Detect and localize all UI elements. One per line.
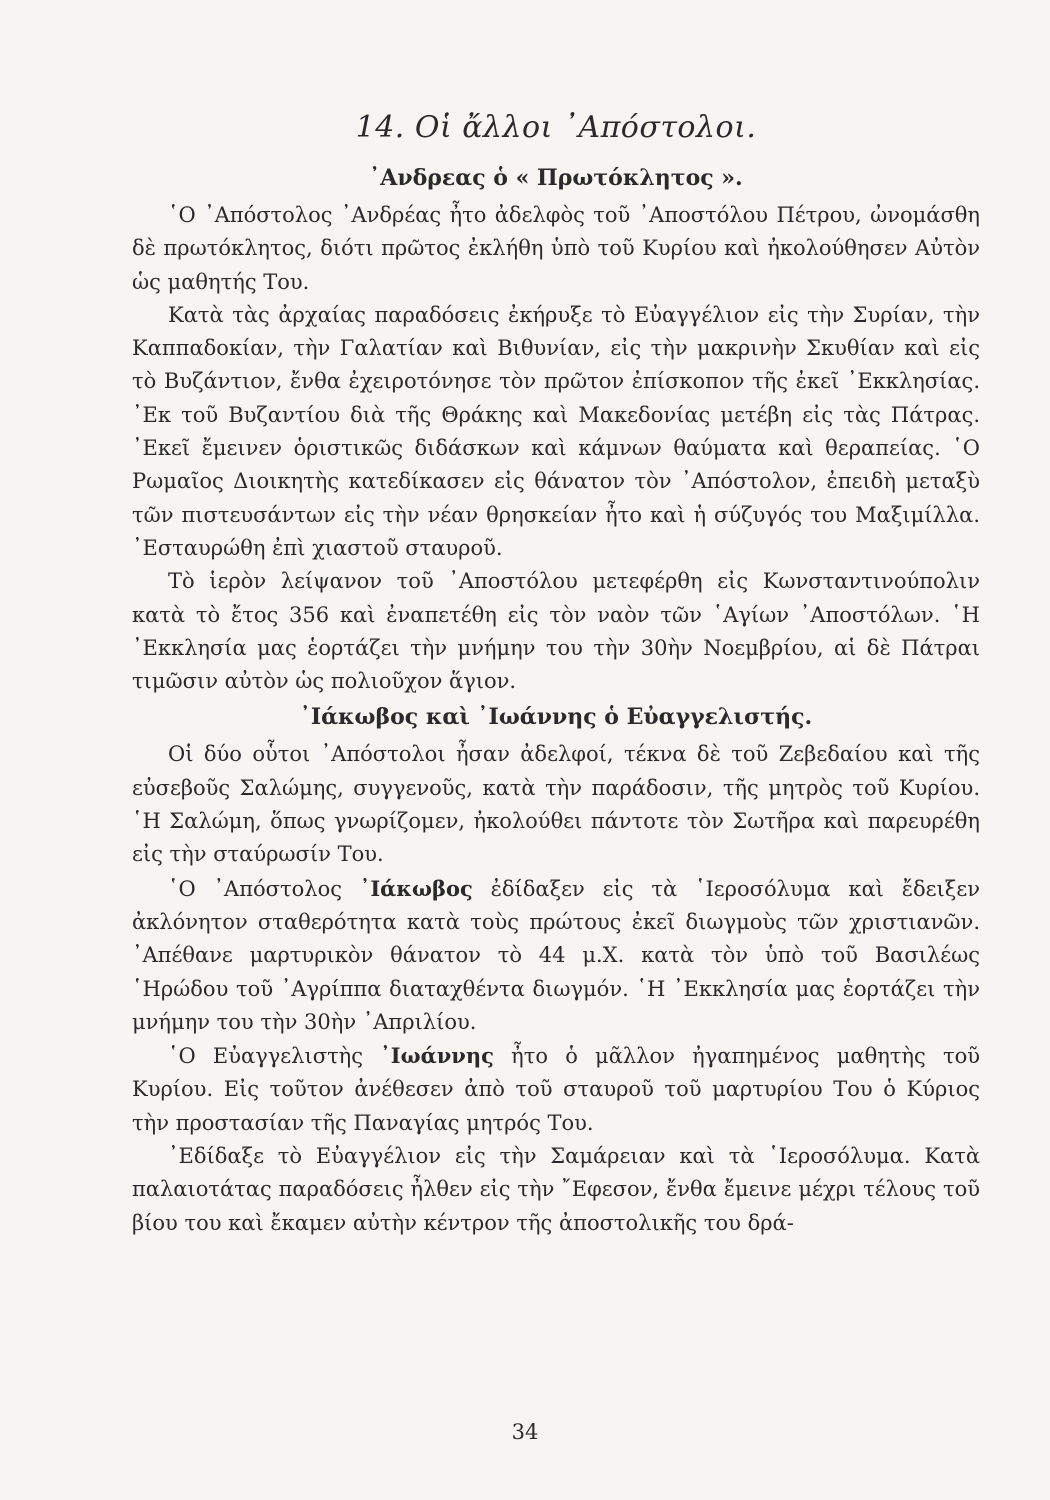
chapter-title: 14. Οἱ ἄλλοι ᾿Απόστολοι.: [355, 110, 757, 145]
paragraph: ῾Ο ᾿Απόστολος ᾿Ανδρέας ἦτο ἀδελφὸς τοῦ ᾿Αποστόλου Πέτρου, ὠνομάσθη δὲ πρωτόκλητος, διότι πρῶτος ἐκλήθη ὑπὸ τοῦ Κυρίου καὶ ἠκολούθησεν Αὐτὸν ὡς μαθητής Του.: [132, 203, 980, 294]
paragraph: ᾿Εδίδαξε τὸ Εὐαγγέλιον εἰς τὴν Σαμάρειαν καὶ τὰ ῾Ιεροσόλυμα. Κατὰ παλαιοτάτας παραδόσεις ἦλθεν εἰς τὴν ῎Εφεσον, ἔνθα ἔμεινε μέχρι τέλους τοῦ βίου του καὶ ἔκαμεν αὐτὴν κέντρον τῆς ἀποστολικῆς του δρά-: [132, 1144, 980, 1235]
page-number: 34: [511, 1420, 539, 1444]
section-andreas-body: [132, 199, 980, 698]
paragraph: Τὸ ἱερὸν λείψανον τοῦ ᾿Αποστόλου μετεφέρθη εἰς Κωνσταντινούπολιν κατὰ τὸ ἔτος 356 καὶ ἐναπετέθη εἰς τὸν ναὸν τῶν ῾Αγίων ᾿Αποστόλων. ῾Η ᾿Εκκλησία μας ἑορτάζει τὴν μνήμην του τὴν 30ὴν Νοεμβρίου, αἱ δὲ Πάτραι τιμῶσιν αὐτὸν ὡς πολιοῦχον ἅγιον.: [132, 569, 980, 694]
bold-name: ᾿Ιάκωβος: [359, 875, 473, 901]
section-title-iakovos-ioannis: ᾿Ιάκωβος καὶ ᾿Ιωάννης ὁ Εὐαγγελιστής.: [299, 704, 813, 731]
paragraph: Οἱ δύο οὗτοι ᾿Απόστολοι ἦσαν ἀδελφοί, τέκνα δὲ τοῦ Ζεβεδαίου καὶ τῆς εὐσεβοῦς Σαλώμης, συγγενοῦς, κατὰ τὴν παράδοσιν, τῆς μητρὸς τοῦ Κυρίου. ῾Η Σαλώμη, ὅπως γνωρίζομεν, ἠκολούθει πάντοτε τὸν Σωτῆρα καὶ παρευρέθη εἰς τὴν σταύρωσίν Του.: [132, 742, 980, 867]
section-title-andreas: ᾿Ανδρεας ὁ « Πρωτόκλητος ».: [369, 165, 743, 191]
section-iakovos-ioannis-body: [132, 738, 980, 1239]
paragraph: ῾Ο ᾿Απόστολος ᾿Ιάκωβος ἐδίδαξεν εἰς τὰ ῾Ιεροσόλυμα καὶ ἔδειξεν ἀκλόνητον σταθερότητα κατὰ τοὺς πρώτους ἐκεῖ διωγμοὺς τῶν χριστιανῶν. ᾿Απέθανε μαρτυρικὸν θάνατον τὸ 44 μ.Χ. κατὰ τὸν ὑπὸ τοῦ Βασιλέως ῾Ηρώδου τοῦ ᾿Αγρίππα διαταχθέντα διωγμόν. ῾Η ᾿Εκκλησία μας ἑορτάζει τὴν μνήμην του τὴν 30ὴν ᾿Απριλίου.: [132, 875, 980, 1034]
paragraph: ῾Ο Εὐαγγελιστὴς ᾿Ιωάννης ἦτο ὁ μᾶλλον ἠγαπημένος μαθητὴς τοῦ Κυρίου. Εἰς τοῦτον ἀνέθεσεν ἀπὸ τοῦ σταυροῦ τοῦ μαρτυρίου Του ὁ Κύριος τὴν προστασίαν τῆς Παναγίας μητρός Του.: [132, 1043, 980, 1135]
paragraph: Κατὰ τὰς ἀρχαίας παραδόσεις ἐκήρυξε τὸ Εὐαγγέλιον εἰς τὴν Συρίαν, τὴν Καππαδοκίαν, τὴν Γαλατίαν καὶ Βιθυνίαν, εἰς τὴν μακρινὴν Σκυθίαν καὶ εἰς τὸ Βυζάντιον, ἔνθα ἐχειροτόνησε τὸν πρῶτον ἐπίσκοπον τῆς ἐκεῖ ᾿Εκκλησίας. ᾿Εκ τοῦ Βυζαντίου διὰ τῆς Θράκης καὶ Μακεδονίας μετέβη εἰς τὰς Πάτρας. ᾿Εκεῖ ἔμεινεν ὁριστικῶς διδάσκων καὶ κάμνων θαύματα καὶ θεραπείας. ῾Ο Ρωμαῖος Διοικητὴς κατεδίκασεν εἰς θάνατον τὸν ᾿Απόστολον, ἐπειδὴ μεταξὺ τῶν πιστευσάντων εἰς τὴν νέαν θρησκείαν ἦτο καὶ ἡ σύζυγός του Μαξιμίλλα. ᾿Εσταυρώθη ἐπὶ χιαστοῦ σταυροῦ.: [132, 302, 980, 560]
bold-name: ᾿Ιωάννης: [380, 1043, 494, 1069]
